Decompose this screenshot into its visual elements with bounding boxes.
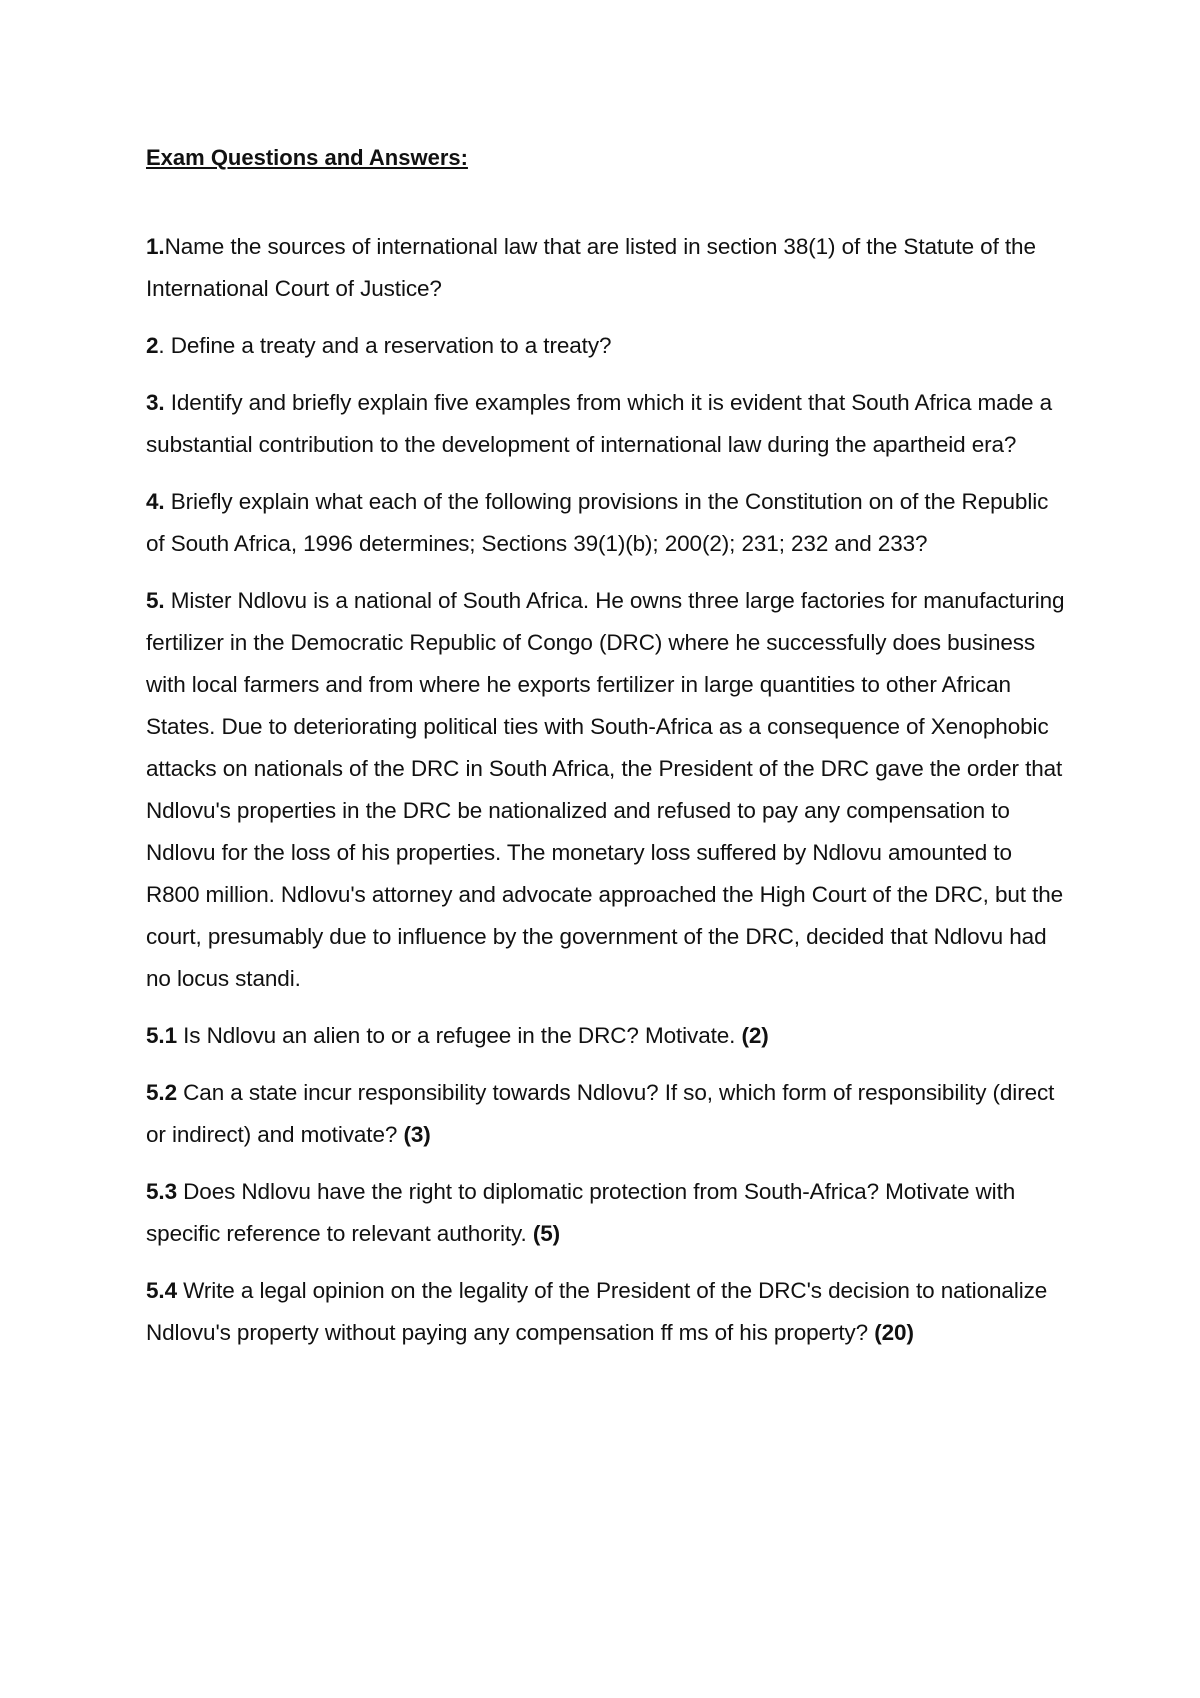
question-number: 5.2 (146, 1080, 177, 1105)
question-1 (146, 226, 1066, 310)
question-text: Briefly explain what each of the following provisions in the Constitution on of the Republic of South Africa, 1996 determines; Sections 39(1)(b); 200(2); 231; 232 and 233? (146, 489, 1049, 556)
question-text: Is Ndlovu an alien to or a refugee in the DRC? Motivate. (176, 1023, 742, 1048)
document-title: Exam Questions and Answers: (146, 145, 468, 170)
question-number: 3. (146, 390, 165, 415)
question-marks: (3) (403, 1122, 431, 1147)
question-number: 2 (146, 333, 159, 358)
question-number: 1. (146, 234, 165, 259)
question-number: 5. (146, 588, 165, 613)
question-2 (146, 325, 1066, 367)
question-text: Does Ndlovu have the right to diplomatic protection from South-Africa? Motivate with specific reference to relevant authority. (146, 1179, 1016, 1246)
question-number: 4. (146, 489, 165, 514)
question-number: 5.1 (146, 1023, 177, 1048)
question-3 (146, 382, 1066, 466)
question-5-3 (146, 1171, 1066, 1255)
question-number: 5.3 (146, 1179, 177, 1204)
question-text: Write a legal opinion on the legality of the President of the DRC's decision to nationalize Ndlovu's property without paying any compensation ff ms of his property? (146, 1278, 1048, 1345)
question-5 (146, 580, 1066, 1000)
question-text: Name the sources of international law that are listed in section 38(1) of the Statute of the International Court of Justice? (146, 234, 1036, 301)
question-4 (146, 481, 1066, 565)
question-text: . Define a treaty and a reservation to a treaty? (158, 333, 612, 358)
question-marks: (20) (874, 1320, 914, 1345)
document-content (146, 142, 1066, 1369)
question-number: 5.4 (146, 1278, 177, 1303)
question-text: Can a state incur responsibility towards Ndlovu? If so, which form of responsibility (direct or indirect) and motivate? (146, 1080, 1055, 1147)
question-5-2 (146, 1072, 1066, 1156)
question-5-1 (146, 1015, 1066, 1057)
question-marks: (5) (532, 1221, 561, 1246)
question-marks: (2) (741, 1023, 769, 1048)
question-5-4 (146, 1270, 1066, 1354)
question-text: Identify and briefly explain five examples from which it is evident that South Africa made a substantial contribution to the development of international law during the apartheid era? (146, 390, 1052, 457)
question-text: Mister Ndlovu is a national of South Africa. He owns three large factories for manufacturing fertilizer in the Democratic Republic of Congo (DRC) where he successfully does business with local farmers and from where he exports fertilizer in large quantities to other African States. Due to deteriorating political ties with South-Africa as a consequence of Xenophobic attacks on nationals of the DRC in South Africa, the President of the DRC gave the order that Ndlovu's properties in the DRC be nationalized and refused to pay any compensation to Ndlovu for the loss of his properties. The monetary loss suffered by Ndlovu amounted to R800 million. Ndlovu's attorney and advocate approached the High Court of the DRC, but the court, presumably due to influence by the government of the DRC, decided that Ndlovu had no locus standi. (146, 588, 1065, 991)
